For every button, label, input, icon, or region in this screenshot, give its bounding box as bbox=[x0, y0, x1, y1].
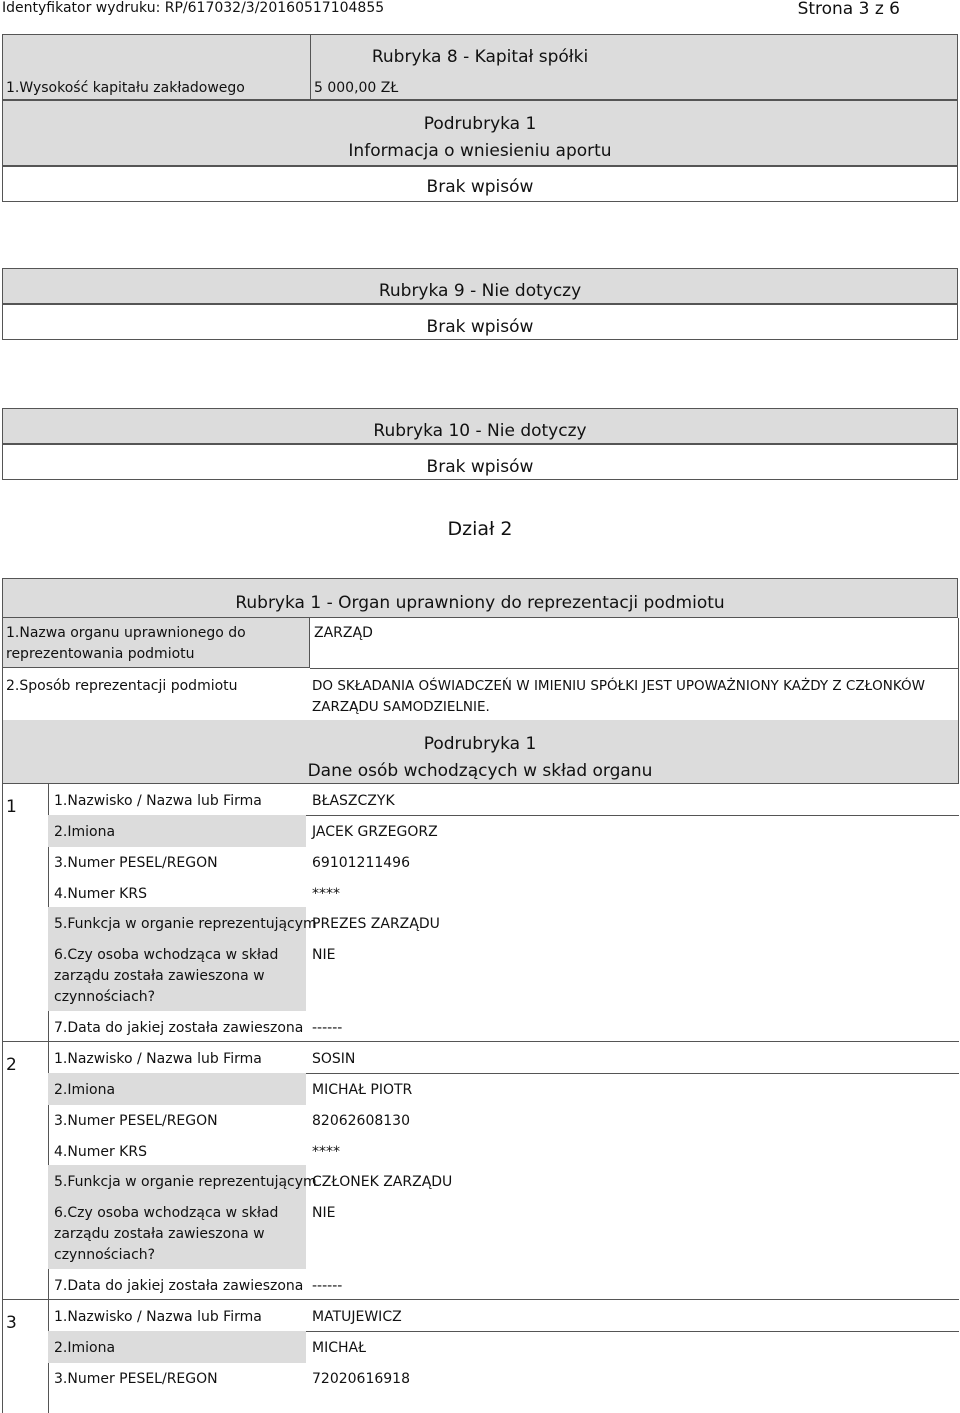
zawieszona-label: 6.Czy osoba wchodząca w skład zarządu została zawieszona w czynnościach? bbox=[54, 1205, 279, 1263]
nazwisko-label: 1.Nazwisko / Nazwa lub Firma bbox=[54, 1051, 262, 1067]
imiona-value: MICHAŁ bbox=[312, 1340, 366, 1356]
kapital-label: 1.Wysokość kapitału zakładowego bbox=[6, 80, 245, 96]
pesel-label: 3.Numer PESEL/REGON bbox=[54, 1113, 218, 1129]
imiona-label: 2.Imiona bbox=[54, 1082, 116, 1098]
kapital-value: 5 000,00 ZŁ bbox=[314, 80, 399, 96]
organ-name-label: 1.Nazwa organu uprawnionego do reprezentowania podmiotu bbox=[6, 625, 246, 662]
pesel-label: 3.Numer PESEL/REGON bbox=[54, 855, 218, 871]
nazwisko-value: BŁASZCZYK bbox=[312, 793, 395, 809]
person-number: 2 bbox=[6, 1055, 17, 1075]
data-label: 7.Data do jakiej została zawieszona bbox=[54, 1278, 304, 1294]
podrubryka-osoby-line1: Podrubryka 1 bbox=[423, 734, 537, 754]
krs-label: 4.Numer KRS bbox=[54, 886, 147, 902]
imiona-value: JACEK GRZEGORZ bbox=[312, 824, 438, 840]
krs-label: 4.Numer KRS bbox=[54, 1144, 147, 1160]
nazwisko-label: 1.Nazwisko / Nazwa lub Firma bbox=[54, 1309, 262, 1325]
krs-value: **** bbox=[312, 886, 340, 902]
rubryka-1-title: Rubryka 1 - Organ uprawniony do reprezentacji podmiotu bbox=[235, 593, 725, 613]
pesel-label: 3.Numer PESEL/REGON bbox=[54, 1371, 218, 1387]
zawieszona-label: 6.Czy osoba wchodząca w skład zarządu została zawieszona w czynnościach? bbox=[54, 947, 279, 1005]
reprezentacja-value: DO SKŁADANIA OŚWIADCZEŃ W IMIENIU SPÓŁKI JEST UPOWAŻNIONY KAŻDY Z CZŁONKÓW ZARZĄDU SAMODZIELNIE. bbox=[312, 678, 925, 715]
person-number: 3 bbox=[6, 1313, 17, 1333]
organ-name-value: ZARZĄD bbox=[314, 625, 373, 641]
podrubryka-aport-line2: Informacja o wniesieniu aportu bbox=[348, 141, 612, 161]
pesel-value: 82062608130 bbox=[312, 1113, 410, 1129]
nazwisko-value: SOSIN bbox=[312, 1051, 356, 1067]
podrubryka-aport-line1: Podrubryka 1 bbox=[423, 114, 537, 134]
data-value: ------ bbox=[312, 1278, 343, 1294]
rubryka-9-empty: Brak wpisów bbox=[426, 317, 534, 337]
rubryka-8-title: Rubryka 8 - Kapitał spółki bbox=[371, 47, 589, 67]
rubryka-10-title: Rubryka 10 - Nie dotyczy bbox=[373, 421, 587, 441]
page-number: Strona 3 z 6 bbox=[797, 0, 900, 19]
person-number: 1 bbox=[6, 797, 17, 817]
rubryka-10-empty: Brak wpisów bbox=[426, 457, 534, 477]
dzial-title: Dział 2 bbox=[447, 518, 513, 540]
print-identifier: Identyfikator wydruku: RP/617032/3/20160517104855 bbox=[2, 0, 385, 16]
reprezentacja-label: 2.Sposób reprezentacji podmiotu bbox=[6, 678, 238, 694]
imiona-label: 2.Imiona bbox=[54, 1340, 116, 1356]
funkcja-value: PREZES ZARZĄDU bbox=[312, 916, 440, 932]
data-value: ------ bbox=[312, 1020, 343, 1036]
aport-empty: Brak wpisów bbox=[426, 177, 534, 197]
funkcja-label: 5.Funkcja w organie reprezentującym bbox=[54, 916, 317, 932]
podrubryka-osoby-line2: Dane osób wchodzących w skład organu bbox=[307, 761, 653, 781]
zawieszona-value: NIE bbox=[312, 1205, 336, 1221]
pesel-value: 69101211496 bbox=[312, 855, 410, 871]
imiona-value: MICHAŁ PIOTR bbox=[312, 1082, 413, 1098]
nazwisko-label: 1.Nazwisko / Nazwa lub Firma bbox=[54, 793, 262, 809]
pesel-value: 72020616918 bbox=[312, 1371, 410, 1387]
funkcja-value: CZŁONEK ZARZĄDU bbox=[312, 1174, 453, 1190]
imiona-label: 2.Imiona bbox=[54, 824, 116, 840]
rubryka-9-title: Rubryka 9 - Nie dotyczy bbox=[378, 281, 582, 301]
krs-value: **** bbox=[312, 1144, 340, 1160]
funkcja-label: 5.Funkcja w organie reprezentującym bbox=[54, 1174, 317, 1190]
zawieszona-value: NIE bbox=[312, 947, 336, 963]
nazwisko-value: MATUJEWICZ bbox=[312, 1309, 402, 1325]
data-label: 7.Data do jakiej została zawieszona bbox=[54, 1020, 304, 1036]
